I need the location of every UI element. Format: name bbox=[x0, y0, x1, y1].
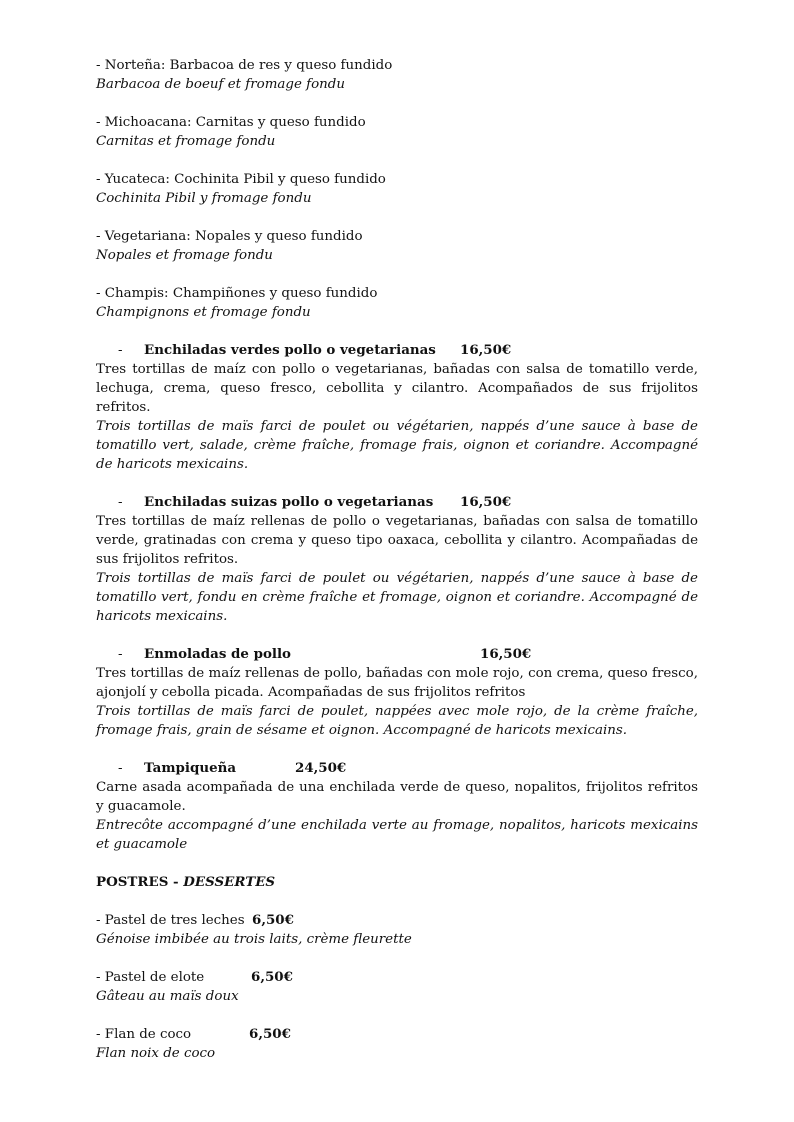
dish-description-spanish: Tres tortillas de maíz rellenas de pollo, bañadas con mole rojo, con crema, queso fresco, ajonjolí y cebolla picada. Acompañadas de sus frijolitos refritos bbox=[96, 666, 698, 700]
dish-enchiladas-verdes bbox=[96, 341, 698, 474]
dish-tampiquena bbox=[96, 759, 698, 854]
section-title-french: DESSERTES bbox=[183, 874, 276, 890]
dish-price: 24,50€ bbox=[295, 760, 347, 776]
quesadilla-item bbox=[96, 56, 698, 94]
bullet-dash: - bbox=[118, 647, 123, 662]
menu-content bbox=[96, 56, 698, 1063]
dish-description-spanish: Carne asada acompañada de una enchilada verde de queso, nopalitos, frijolitos refritos y guacamole. bbox=[96, 780, 698, 814]
dessert-header bbox=[96, 911, 698, 930]
dessert-header bbox=[96, 1025, 698, 1044]
bullet-dash: - bbox=[118, 343, 123, 358]
item-french: Barbacoa de boeuf et fromage fondu bbox=[96, 77, 345, 92]
item-spanish: - Champis: Champiñones y queso fundido bbox=[96, 286, 378, 301]
dish-price: 16,50€ bbox=[460, 494, 512, 510]
bullet-dash: - bbox=[118, 495, 123, 510]
item-french: Nopales et fromage fondu bbox=[96, 248, 273, 263]
dish-header bbox=[96, 759, 698, 778]
item-spanish: - Michoacana: Carnitas y queso fundido bbox=[96, 115, 366, 130]
section-title-desserts bbox=[96, 873, 698, 892]
bullet-dash: - bbox=[118, 761, 123, 776]
dish-description-spanish: Tres tortillas de maíz con pollo o vegetarianas, bañadas con salsa de tomatillo verde, lechuga, crema, queso fresco, cebollita y cilantro. Acompañados de sus frijolitos refritos. bbox=[96, 362, 698, 415]
item-spanish: - Vegetariana: Nopales y queso fundido bbox=[96, 229, 363, 244]
dessert-description-french: Flan noix de coco bbox=[96, 1046, 216, 1061]
dish-description-french: Entrecôte accompagné d’une enchilada verte au fromage, nopalitos, haricots mexicains et guacamole bbox=[96, 818, 698, 852]
quesadilla-item bbox=[96, 113, 698, 151]
item-spanish: - Norteña: Barbacoa de res y queso fundido bbox=[96, 58, 393, 73]
dessert-price: 6,50€ bbox=[252, 912, 294, 928]
dessert-item bbox=[96, 911, 698, 949]
dish-description-french: Trois tortillas de maïs farci de poulet ou végétarien, nappés d’une sauce à base de tomatillo vert, salade, crème fraîche, fromage frais, oignon et coriandre. Accompagné de haricots mexicains. bbox=[96, 419, 698, 472]
dessert-price: 6,50€ bbox=[251, 969, 293, 985]
item-french: Carnitas et fromage fondu bbox=[96, 134, 276, 149]
dish-header bbox=[96, 493, 698, 512]
dessert-name: - Pastel de tres leches bbox=[96, 913, 245, 928]
dessert-name: - Pastel de elote bbox=[96, 970, 205, 985]
item-spanish: - Yucateca: Cochinita Pibil y queso fundido bbox=[96, 172, 386, 187]
dessert-item bbox=[96, 968, 698, 1006]
dish-enchiladas-suizas bbox=[96, 493, 698, 626]
dessert-price: 6,50€ bbox=[249, 1026, 291, 1042]
dish-header bbox=[96, 645, 698, 664]
dish-name: Enchiladas suizas pollo o vegetarianas bbox=[144, 494, 434, 510]
dish-name: Enmoladas de pollo bbox=[144, 646, 291, 662]
dish-price: 16,50€ bbox=[460, 342, 512, 358]
quesadilla-item bbox=[96, 170, 698, 208]
dessert-item bbox=[96, 1025, 698, 1063]
dish-header bbox=[96, 341, 698, 360]
quesadilla-item bbox=[96, 227, 698, 265]
dish-description-french: Trois tortillas de maïs farci de poulet ou végétarien, nappés d’une sauce à base de tomatillo vert, fondu en crème fraîche et fromage, oignon et coriandre. Accompagné de haricots mexicains. bbox=[96, 571, 698, 624]
dish-enmoladas bbox=[96, 645, 698, 740]
dessert-description-french: Gâteau au maïs doux bbox=[96, 989, 239, 1004]
dessert-name: - Flan de coco bbox=[96, 1027, 192, 1042]
item-french: Cochinita Pibil y fromage fondu bbox=[96, 191, 312, 206]
item-french: Champignons et fromage fondu bbox=[96, 305, 311, 320]
dessert-header bbox=[96, 968, 698, 987]
dish-name: Tampiqueña bbox=[144, 760, 237, 776]
dish-description-spanish: Tres tortillas de maíz rellenas de pollo o vegetarianas, bañadas con salsa de tomatillo verde, gratinadas con crema y queso tipo oaxaca, cebollita y cilantro. Acompañadas de sus frijolitos refritos. bbox=[96, 514, 698, 567]
dish-name: Enchiladas verdes pollo o vegetarianas bbox=[144, 342, 436, 358]
dish-price: 16,50€ bbox=[480, 646, 532, 662]
quesadilla-item bbox=[96, 284, 698, 322]
section-title-spanish: POSTRES - bbox=[96, 874, 184, 890]
dessert-description-french: Génoise imbibée au trois laits, crème fleurette bbox=[96, 932, 412, 947]
dish-description-french: Trois tortillas de maïs farci de poulet, nappées avec mole rojo, de la crème fraîche, fromage frais, grain de sésame et oignon. Accompagné de haricots mexicains. bbox=[96, 704, 698, 738]
